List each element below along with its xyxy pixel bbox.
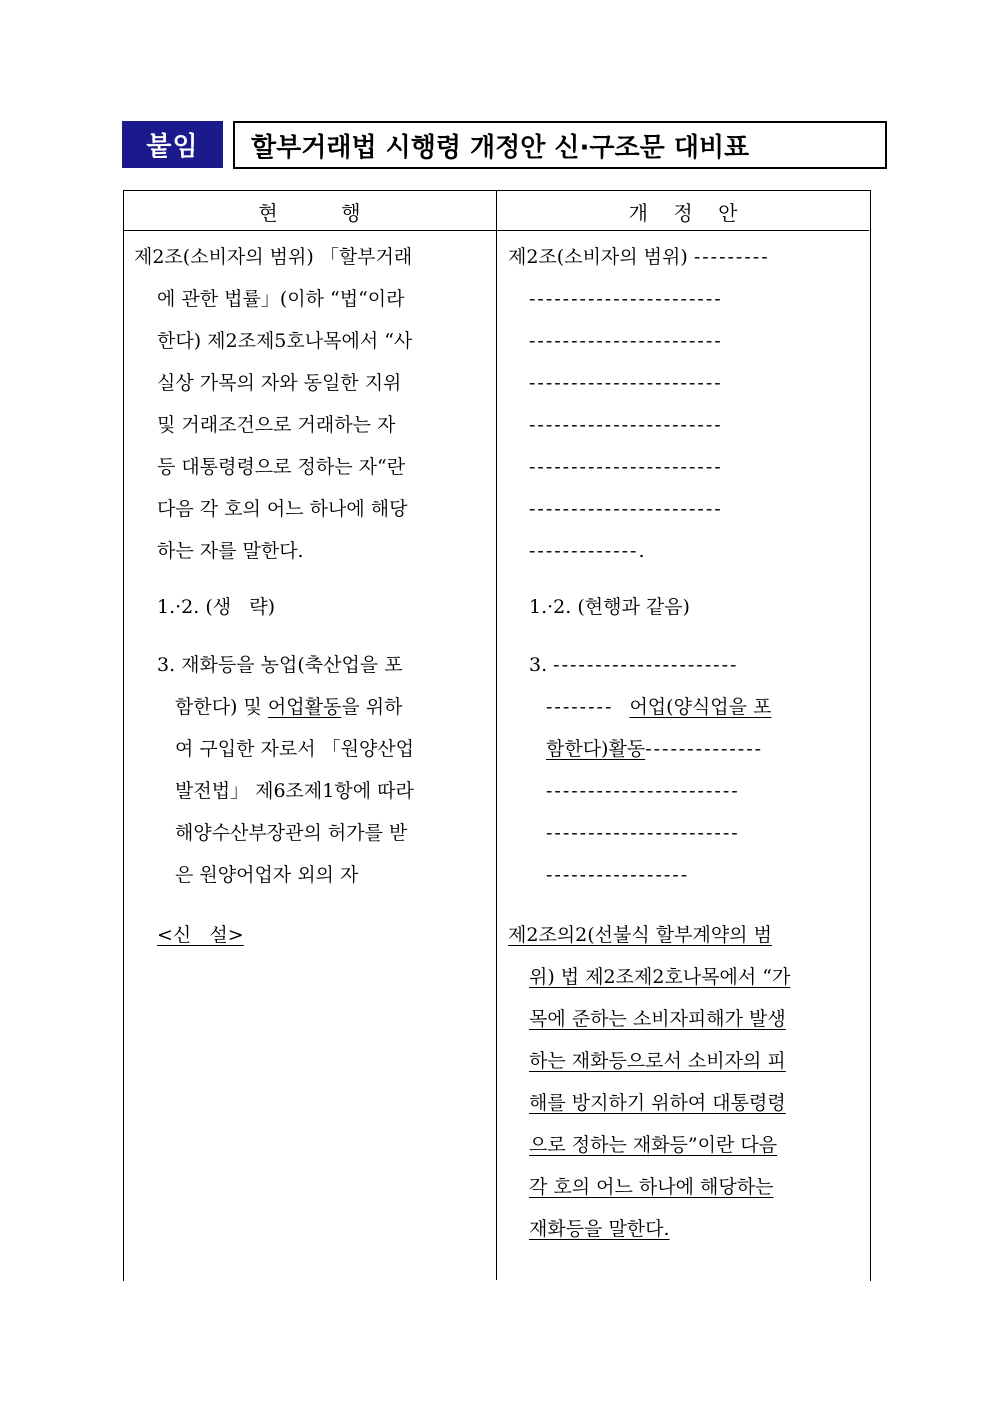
proposed-dash-line: ----------------------- [529,330,723,352]
text-segment: 을 위하 [341,696,403,718]
badge-label: 붙임 [146,132,199,162]
underlined-term: 함한다)활동 [546,738,646,760]
proposed-dash-line: ----------------------- [529,288,723,310]
proposed-dash-line: ----------------------- [529,372,723,394]
proposed-dash-line: ----------------------- [529,498,723,520]
new-article-line: 목에 준하는 소비자피해가 발생 [529,1008,786,1030]
dash-fill: -------- [546,696,630,718]
dash-fill: -------------- [645,738,764,760]
document-title-box [233,121,887,169]
new-article-line: 하는 재화등으로서 소비자의 피 [529,1050,786,1072]
new-article-line: 위) 법 제2조제2호나목에서 “가 [529,966,791,988]
current-article-line: 및 거래조건으로 거래하는 자 [157,414,396,436]
attachment-badge [122,121,223,168]
new-article-line: 재화등을 말한다. [529,1218,670,1240]
current-item-1-2: 1.·2. (생 략) [157,596,275,618]
proposed-dash-line: ----------------------- [546,822,740,844]
column-header-proposed: 개 정 안 [628,201,738,225]
current-article-line: 하는 자를 말한다. [157,540,304,562]
current-item-3-line: 여 구입한 자로서 「원양산업 [175,738,415,760]
proposed-dash-line: ----------------------- [529,456,723,478]
current-item-3-line: 발전법」 제6조제1항에 따라 [175,780,414,802]
underlined-term: 어업(양식업을 포 [629,696,772,718]
proposed-item-3-line [529,652,738,678]
new-article-line: 각 호의 어느 하나에 해당하는 [529,1176,774,1198]
current-article-line: 다음 각 호의 어느 하나에 해당 [157,498,408,520]
proposed-dash-line: ----------------------- [546,780,740,802]
proposed-item-1-2: 1.·2. (현행과 같음) [529,596,690,618]
new-article-line: 제2조의2(선불식 할부계약의 범 [508,924,772,946]
current-item-3-line: 해양수산부장관의 허가를 받 [175,822,408,844]
current-item-3-line: 3. 재화등을 농업(축산업을 포 [157,654,403,676]
underlined-term: 어업활동 [267,696,342,718]
current-article-line: 한다) 제2조제5호나목에서 “사 [157,330,413,352]
proposed-item-3-line [546,694,771,720]
text-segment: 3. [529,654,554,676]
column-header-current: 현 행 [258,201,361,225]
column-divider [496,190,497,1280]
new-provision-marker: <신 설> [157,924,244,946]
current-item-3-line [175,694,402,720]
document-title: 할부거래법 시행령 개정안 신·구조문 대비표 [251,132,750,163]
current-article-line: 등 대통령령으로 정하는 자“란 [157,456,406,478]
text-segment: 제2조(소비자의 범위) [508,246,694,268]
current-article-line: 제2조(소비자의 범위) 「할부거래 [134,246,413,268]
proposed-article-line [508,244,770,270]
text-segment: 함한다) 및 [175,696,268,718]
new-article-line: 으로 정하는 재화등”이란 다음 [529,1134,778,1156]
proposed-dash-line: ----------------- [546,864,690,886]
new-article-line: 해를 방지하기 위하여 대통령령 [529,1092,786,1114]
current-item-3-line: 은 원양어업자 외의 자 [175,864,359,886]
proposed-dash-line: -------------. [529,540,647,562]
current-article-line: 실상 가목의 자와 동일한 지위 [157,372,402,394]
dash-fill: ---------------------- [553,654,739,676]
dash-fill: --------- [693,246,770,268]
proposed-dash-line: ----------------------- [529,414,723,436]
header-divider [123,230,869,231]
proposed-item-3-line [546,736,763,762]
current-article-line: 에 관한 법률」(이하 “법“이라 [157,288,405,310]
